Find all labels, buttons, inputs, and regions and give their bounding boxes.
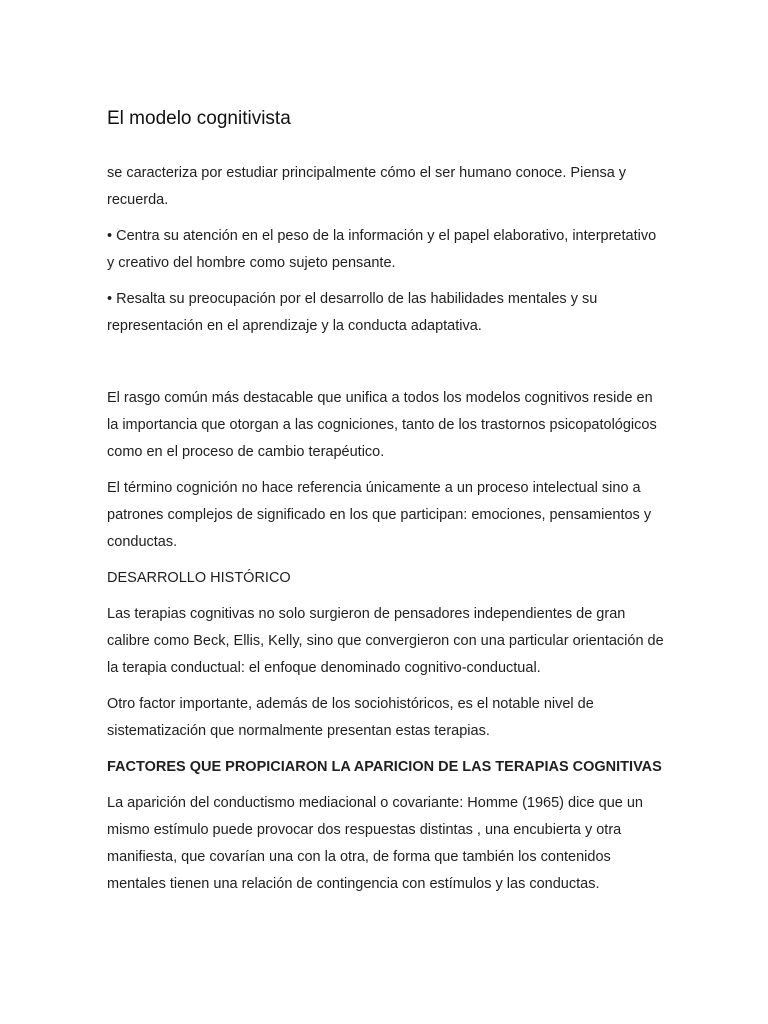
- paragraph-terapias-cognitivas: Las terapias cognitivas no solo surgieron de pensadores independientes de gran calibre como Beck, Ellis, Kelly, sino que convergieron con una particular orientación de la terapia conductual: el enfoque denominado cognitivo-conductual.: [107, 606, 664, 676]
- paragraph-intro: se caracteriza por estudiar principalmente cómo el ser humano conoce. Piensa y recuerda.: [107, 165, 627, 208]
- bullet-item-preocupacion: • Resalta su preocupación por el desarrollo de las habilidades mentales y su representación en el aprendizaje y la conducta adaptativa.: [107, 291, 598, 334]
- page-title: El modelo cognitivista: [107, 108, 291, 129]
- paragraph-rasgo-comun: El rasgo común más destacable que unifica a todos los modelos cognitivos reside en la importancia que otorgan a las cogniciones, tanto de los trastornos psicopatológicos como en el proceso de cambio terapéutico.: [107, 390, 657, 460]
- document-page: [107, 106, 667, 907]
- section-heading-factores: FACTORES QUE PROPICIARON LA APARICION DE LAS TERAPIAS COGNITIVAS: [107, 759, 662, 775]
- paragraph-termino-cognicion: El término cognición no hace referencia únicamente a un proceso intelectual sino a patrones complejos de significado en los que participan: emociones, pensamientos y conductas.: [107, 480, 652, 550]
- section-heading-desarrollo: DESARROLLO HISTÓRICO: [107, 570, 291, 586]
- paragraph-spacer: [107, 349, 667, 385]
- bullet-item-atencion: • Centra su atención en el peso de la información y el papel elaborativo, interpretativo y creativo del hombre como sujeto pensante.: [107, 228, 657, 271]
- paragraph-conductismo: La aparición del conductismo mediacional o covariante: Homme (1965) dice que un mismo estímulo puede provocar dos respuestas distintas , una encubierta y otra manifiesta, que covarían una con la otra, de forma que también los contenidos mentales tienen una relación de contingencia con estímulos y las conductas.: [107, 795, 643, 892]
- paragraph-otro-factor: Otro factor importante, además de los sociohistóricos, es el notable nivel de sistematización que normalmente presentan estas terapias.: [107, 696, 594, 739]
